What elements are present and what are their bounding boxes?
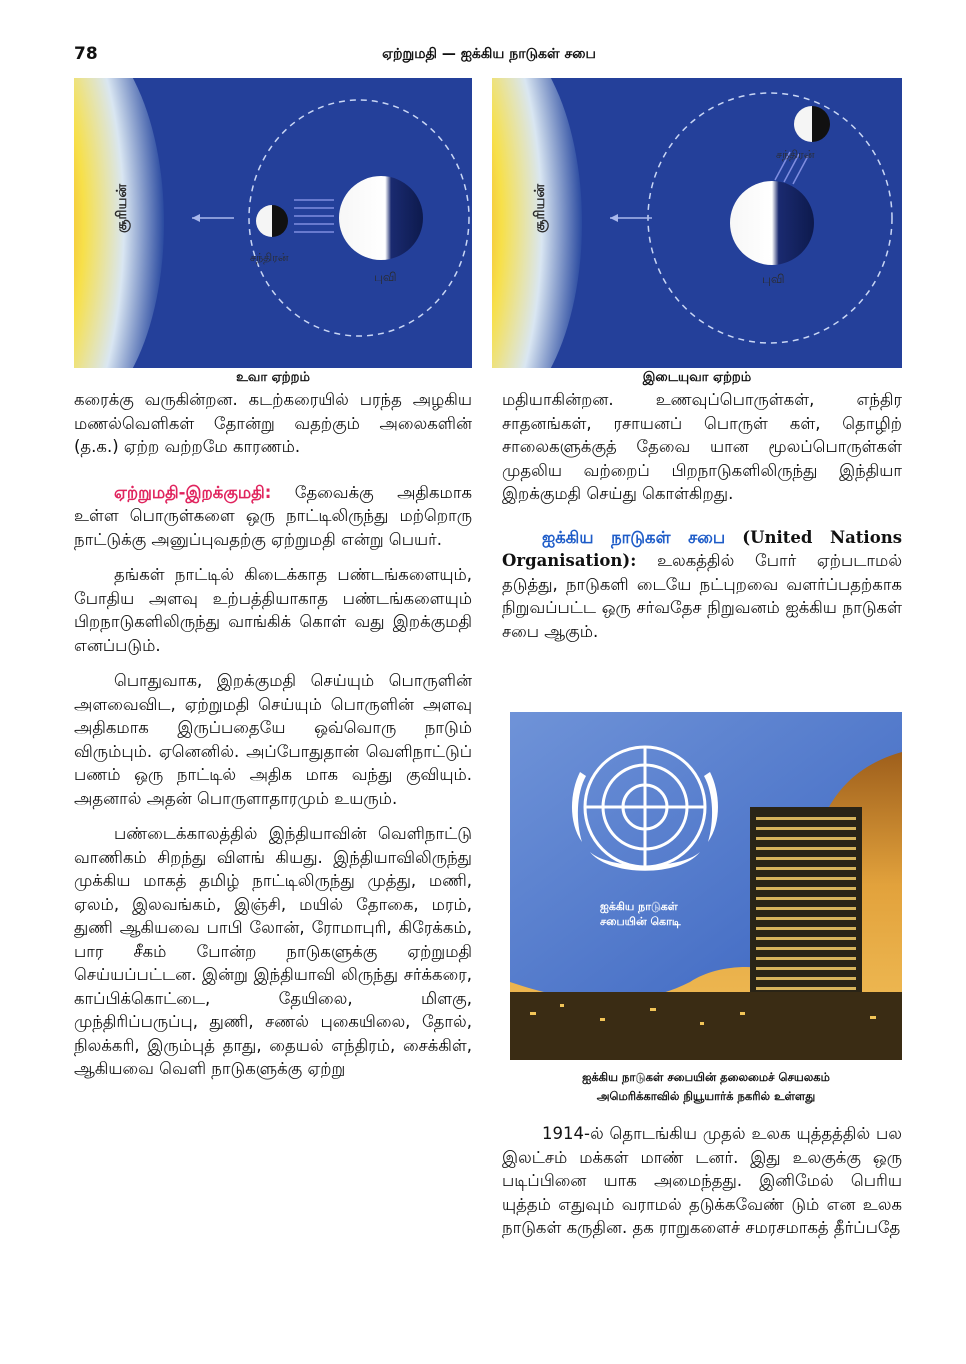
section-heading-english: (United Nations Organisation): (502, 527, 902, 570)
flag-label: ஐக்கிய நாடுகள் (600, 900, 678, 913)
moon-label: சந்திரன் (250, 251, 289, 264)
paragraph: மதியாகின்றன. உணவுப்பொருள்கள், எந்திர சாதனங்கள், ரசாயனப் பொருள் கள், தொழிற் சாலைகளுக்குத் தேவை யான மூலப்பொருள்கள் முதலிய வற்றைப் பிறநாடுகளிலிருந்து இந்தியா இறக்குமதி செய்து கொள்கிறது. (502, 390, 902, 503)
paragraph: பொதுவாக, இறக்குமதி செய்யும் பொருளின் அளவைவிட, ஏற்றுமதி செய்யும் பொருளின் அளவு அதிகமாக இருப்பதையே ஒவ்வொரு நாடும் விரும்பும். ஏனெனில். அப்போதுதான் வெளிநாட்டுப் பணம் ஒரு நாட்டில் அதிக மாக வந்து குவியும். அதனால் அதன் பொருளாதாரமும் உயரும். (74, 671, 472, 808)
page-number: 78 (74, 44, 98, 64)
section-heading: ஐக்கிய நாடுகள் சபை (542, 527, 726, 547)
paragraph: ஐக்கிய நாடுகள் சபை (United Nations Organisation): உலகத்தில் போர் ஏற்படாமல் தடுத்து, நாடுகளி டையே நட்புறவை வளர்ப்பதற்காக நிறுவப்பட்ட ஒரு சர்வதேச நிறுவனம் ஐக்கிய நாடுகள் சபை ஆகும். (502, 527, 903, 641)
figure-caption-right: இடையுவா ஏற்றம் (642, 370, 752, 385)
flag-label: சபையின் கொடி (600, 915, 681, 928)
left-column (74, 388, 472, 1093)
sun-label: சூரியன் (532, 183, 548, 233)
paragraph: ஏற்றுமதி-இறக்குமதி: தேவைக்கு அதிகமாக உள்ள பொருள்களை ஒரு நாட்டிலிருந்து மற்றொரு நாட்டுக்கு அனுப்புவதற்கு ஏற்றுமதி என்று பெயர். (74, 482, 472, 549)
sun-label: சூரியன் (114, 183, 130, 233)
un-headquarters-photo (510, 712, 902, 1060)
paragraph: கரைக்கு வருகின்றன. கடற்கரையில் பரந்த அழகிய மணல்வெளிகள் தோன்று வதற்கும் அலைகளின் (த.க.) ஏற்ற வற்றமே காரணம். (74, 390, 472, 456)
right-column-bottom (502, 1122, 902, 1252)
neap-tide-diagram (492, 78, 902, 368)
moon-shape (794, 106, 830, 142)
paragraph: பண்டைக்காலத்தில் இந்தியாவின் வெளிநாட்டு வாணிகம் சிறந்து விளங் கியது. இந்தியாவிலிருந்து முக்கிய மாகத் தமிழ் நாட்டிலிருந்து முத்து, மணி, ஏலம், இலவங்கம், இஞ்சி, மயில் தோகை, மரம், துணி ஆகியவை பாபி லோன், ரோமாபுரி, கிரேக்கம், பார சீகம் போன்ற நாடுகளுக்கு ஏற்றுமதி செய்யப்பட்டன. இன்று இந்தியாவி லிருந்து சர்க்கரை, காப்பிக்கொட்டை, தேயிலை, மிளகு, முந்திரிப்பருப்பு, துணி, சணல் புகையிலை, தோல், நிலக்கரி, இரும்புத் தாது, தையல் எந்திரம், சைக்கிள், ஆகியவை வெளி நாடுகளுக்கு ஏற்று (74, 824, 472, 1078)
moon-shape (256, 205, 288, 237)
section-heading: ஏற்றுமதி-இறக்குமதி: (114, 482, 272, 502)
earth-label: புவி (762, 272, 785, 286)
tide-figure-right (492, 78, 902, 368)
paragraph: தங்கள் நாட்டில் கிடைக்காத பண்டங்களையும், போதிய அளவு உற்பத்தியாகாத பண்டங்களையும் பிறநாடுகளிலிருந்து வாங்கிக் கொள் வது இறக்குமதி எனப்படும். (74, 565, 472, 655)
earth-shape (730, 181, 814, 265)
tide-figure-left (74, 78, 472, 368)
paragraph: 1914-ல் தொடங்கிய முதல் உலக யுத்தத்தில் பல இலட்சம் மக்கள் மாண் டனர். இது உலகுக்கு ஒரு படிப்பினை யாக அமைந்தது. இனிமேல் பெரிய யுத்தம் எதுவும் வராமல் தடுக்கவேண் டும் என உலக நாடுகள் கருதின. தக ராறுகளைச் சமரசமாகத் தீர்ப்பதே (502, 1124, 902, 1237)
moon-label: சந்திரன் (776, 148, 815, 161)
un-photo-art (510, 712, 902, 1060)
spring-tide-diagram (74, 78, 472, 368)
right-column-top (502, 388, 902, 655)
un-emblem (585, 747, 705, 867)
earth-shape (339, 176, 423, 260)
un-photo-caption: ஐக்கிய நாடுகள் சபையின் தலைமைச் செயலகம் அமெரிக்காவில் நியூயார்க் நகரில் உள்ளது (582, 1070, 830, 1103)
page-header (74, 44, 904, 74)
figure-caption-left: உவா ஏற்றம் (236, 370, 310, 385)
running-title: ஏற்றுமதி — ஐக்கிய நாடுகள் சபை (382, 46, 596, 62)
earth-label: புவி (374, 270, 397, 284)
